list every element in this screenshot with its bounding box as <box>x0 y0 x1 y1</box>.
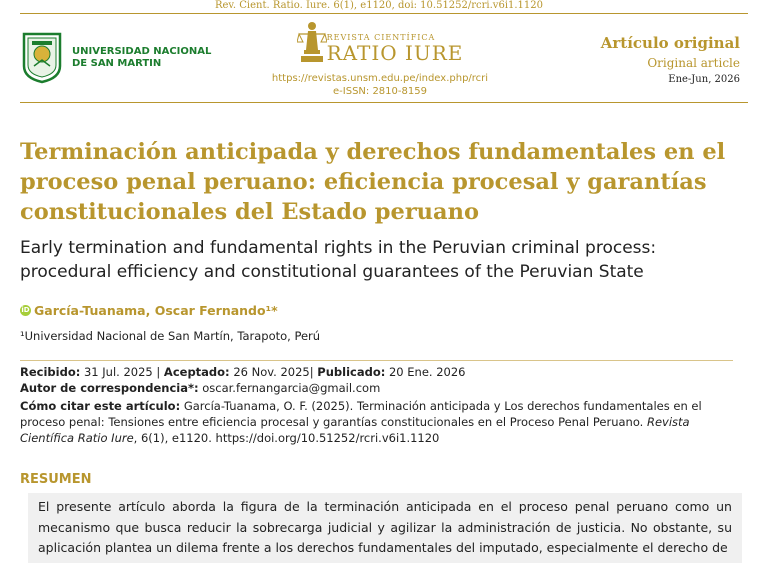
article-title-en: Early termination and fundamental rights in the Peruvian criminal process: procedural efficiency and constitutional guarantees of the Peruvian State <box>20 238 657 282</box>
published-date: 20 Ene. 2026 <box>388 365 466 379</box>
dates-line: Recibido: 31 Jul. 2025 | Aceptado: 26 Nov. 2025| Publicado: 20 Ene. 2026 <box>20 365 466 379</box>
author-name[interactable]: García-Tuanama, Oscar Fernando¹* <box>34 303 278 318</box>
article-title: Terminación anticipada y derechos fundamentales en el proceso penal peruano: eficiencia procesal y garantías constitucionales del Estado peruano <box>20 139 726 225</box>
journal-header <box>250 18 510 98</box>
accepted-date: 26 Nov. 2025 <box>233 365 310 379</box>
header-top-rule <box>20 13 748 14</box>
journal-name: RATIO IURE <box>326 41 464 65</box>
corresponding-email[interactable]: oscar.fernangarcia@gmail.com <box>202 381 381 395</box>
cite-journal: Revista Científica Ratio Iure <box>20 415 690 445</box>
cite-label: Cómo citar este artículo: <box>20 399 181 413</box>
citation-block <box>20 398 742 446</box>
published-label: Publicado: <box>317 365 386 379</box>
university-name <box>72 46 211 70</box>
orcid-icon[interactable]: iD <box>21 306 30 314</box>
abstract-text: El presente artículo aborda la figura de la terminación anticipada en el proceso penal peruano como un mecanismo que busca reducir la sobrecarga judicial y agilizar la administración de justicia. No obstante, su aplicación plantea un dilema frente a los derechos fundamentales del imputado, especialmente el derecho de <box>28 493 742 563</box>
corresponding-line <box>20 380 742 396</box>
journal-issn: e-ISSN: 2810-8159 <box>333 86 427 97</box>
journal-logo <box>297 18 464 64</box>
abstract-heading: RESUMEN <box>20 472 92 487</box>
accepted-label: Aceptado: <box>163 365 230 379</box>
received-date: 31 Jul. 2025 <box>83 365 153 379</box>
justice-statue-icon <box>297 20 327 64</box>
article-type-block <box>601 34 740 87</box>
cite-text: García-Tuanama, O. F. (2025). Terminación anticipada y Los derechos fundamentales en el proceso penal: Tensiones entre eficiencia procesal y garantías constitucionales en el Proceso Penal Peruano. <box>20 399 702 429</box>
university-seal-icon <box>20 32 64 84</box>
author-line <box>20 303 278 318</box>
affiliation: ¹Universidad Nacional de San Martín, Tarapoto, Perú <box>20 329 321 343</box>
cite-doi[interactable]: , 6(1), e1120. https://doi.org/10.51252/rcri.v6i1.1120 <box>133 431 440 445</box>
header-bottom-rule <box>20 102 748 103</box>
issue-date: Ene-Jun, 2026 <box>668 74 740 85</box>
running-head: Rev. Cient. Ratio. Iure. 6(1), e1120, doi: 10.51252/rcri.v6i1.1120 <box>214 0 544 11</box>
university-name-line2: DE SAN MARTIN <box>72 58 162 69</box>
meta-rule <box>20 360 733 361</box>
article-type: Artículo original <box>600 34 740 52</box>
university-logo <box>20 32 211 84</box>
article-type-en: Original article <box>647 56 740 70</box>
journal-small-title: REVISTA CIENTÍFICA <box>326 33 436 42</box>
journal-url[interactable]: https://revistas.unsm.edu.pe/index.php/rcri <box>271 73 489 84</box>
university-name-line1: UNIVERSIDAD NACIONAL <box>72 46 212 57</box>
received-label: Recibido: <box>20 365 81 379</box>
corresponding-label: Autor de correspondencia*: <box>20 381 199 395</box>
